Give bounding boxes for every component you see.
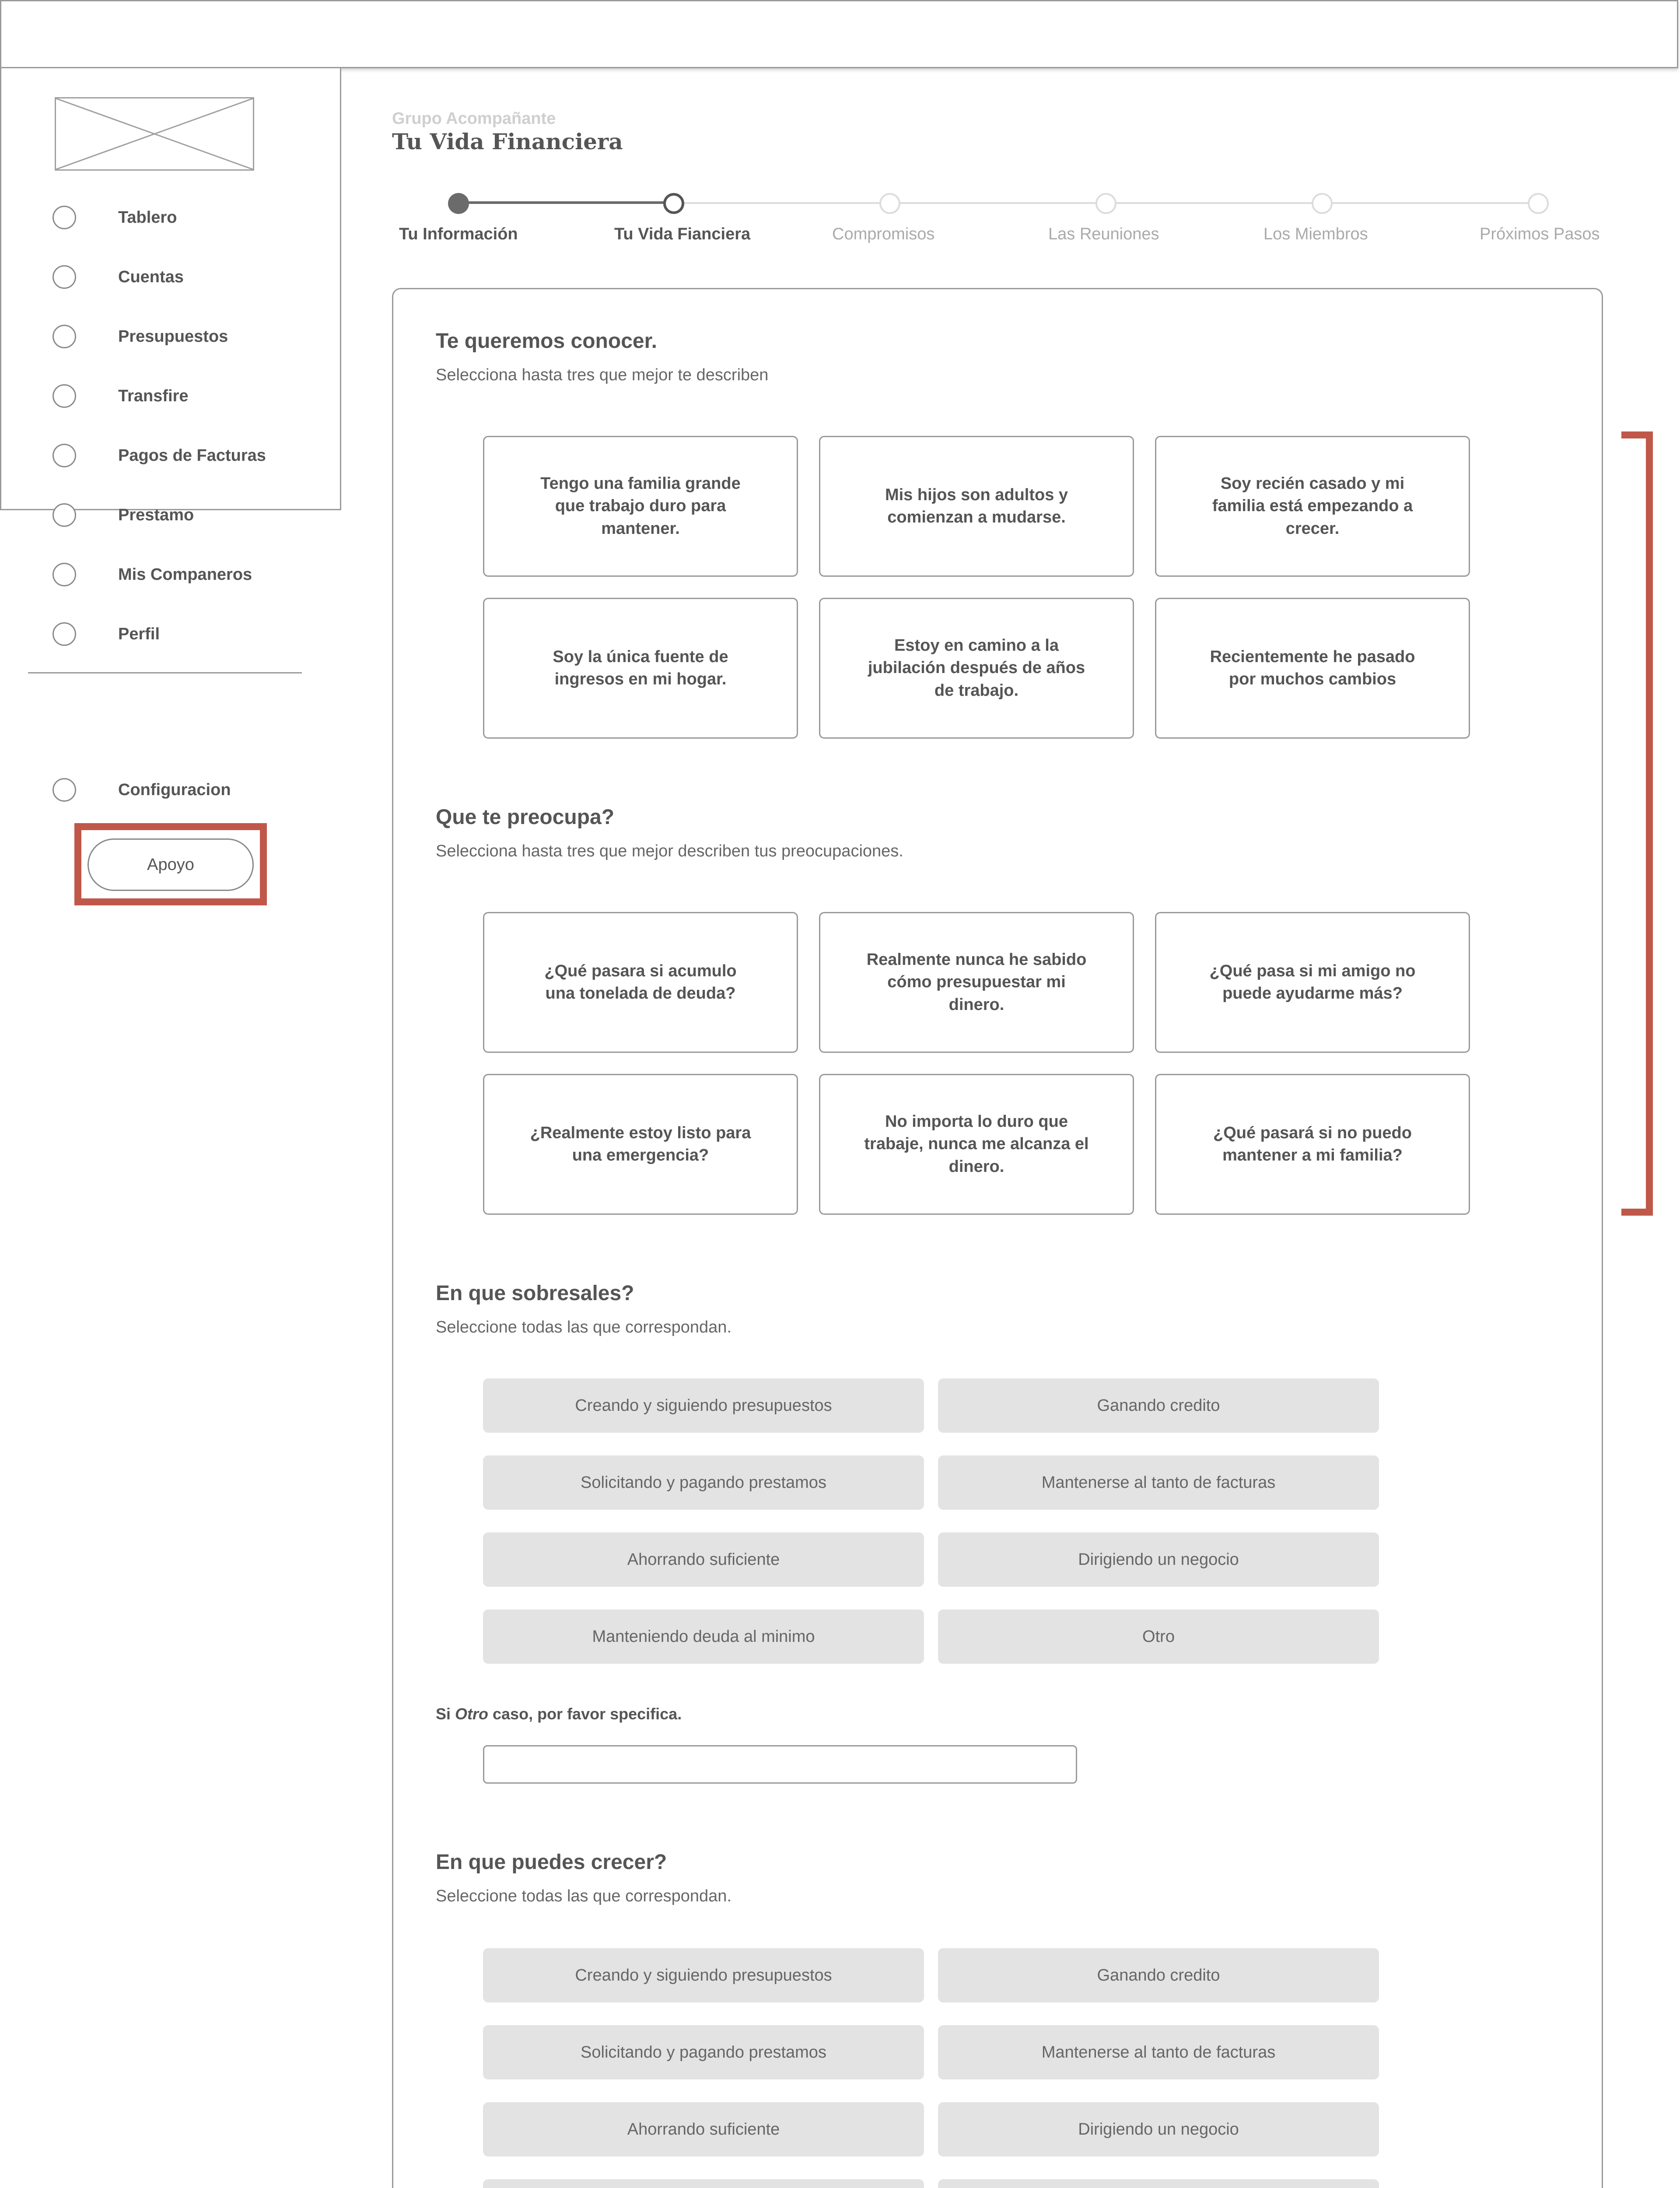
skill-chip-grow[interactable]: Dirigiendo un negocio xyxy=(938,2102,1379,2156)
support-button[interactable]: Apoyo xyxy=(88,838,254,891)
skill-chip-excel[interactable]: Otro xyxy=(938,1609,1379,1664)
step-dot-upcoming[interactable] xyxy=(879,193,900,214)
option-card-know[interactable]: Soy la única fuente de ingresos en mi hogar. xyxy=(483,598,798,739)
step-label-tu-vida-financiera[interactable]: Tu Vida Fianciera xyxy=(614,225,751,243)
step-dot-complete[interactable] xyxy=(448,193,469,214)
option-card-know[interactable]: Tengo una familia grande que trabajo duro para mantener. xyxy=(483,436,798,577)
step-label-compromisos[interactable]: Compromisos xyxy=(832,225,935,243)
section-subtitle-excel: Seleccione todas las que correspondan. xyxy=(436,1318,732,1336)
step-label-las-reuniones[interactable]: Las Reuniones xyxy=(1048,225,1159,243)
skill-chip-grow[interactable]: Mantenerse al tanto de facturas xyxy=(938,2025,1379,2079)
skill-chip-excel[interactable]: Solicitando y pagando prestamos xyxy=(483,1455,924,1510)
sidebar-item-label: Presupuestos xyxy=(118,327,228,346)
step-dot-upcoming[interactable] xyxy=(1312,193,1333,214)
skill-chip-grow[interactable] xyxy=(483,2179,924,2188)
skill-chip-grow[interactable]: Solicitando y pagando prestamos xyxy=(483,2025,924,2079)
skill-chip-excel[interactable]: Ganando credito xyxy=(938,1378,1379,1433)
sidebar-item-cuentas[interactable] xyxy=(52,262,184,292)
sidebar-item-label: Pagos de Facturas xyxy=(118,446,266,465)
sidebar-item-label: Mis Companeros xyxy=(118,565,252,584)
option-card-worry[interactable]: Realmente nunca he sabido cómo presupuestar mi dinero. xyxy=(819,912,1134,1053)
section-title-grow: En que puedes crecer? xyxy=(436,1851,667,1874)
skill-chip-excel[interactable]: Ahorrando suficiente xyxy=(483,1532,924,1587)
nav-circle-icon xyxy=(52,206,76,229)
nav-circle-icon xyxy=(52,563,76,586)
page-eyebrow: Grupo Acompañante xyxy=(392,109,556,128)
step-label-tu-informacion[interactable]: Tu Información xyxy=(399,225,518,243)
option-card-worry[interactable]: ¿Realmente estoy listo para una emergencia? xyxy=(483,1074,798,1215)
sidebar-item-tablero[interactable] xyxy=(52,202,177,233)
step-label-los-miembros[interactable]: Los Miembros xyxy=(1264,225,1368,243)
sidebar-item-presupuestos[interactable] xyxy=(52,321,228,352)
section-subtitle-know: Selecciona hasta tres que mejor te describen xyxy=(436,366,769,384)
skill-chip-grow[interactable] xyxy=(938,2179,1379,2188)
nav-circle-icon xyxy=(52,384,76,408)
option-card-worry[interactable]: ¿Qué pasa si mi amigo no puede ayudarme más? xyxy=(1155,912,1470,1053)
top-bar xyxy=(0,0,1678,68)
annotation-bracket xyxy=(1621,431,1653,1216)
step-dot-upcoming[interactable] xyxy=(1096,193,1116,214)
sidebar-item-label: Transfire xyxy=(118,386,189,405)
skill-chip-excel[interactable]: Dirigiendo un negocio xyxy=(938,1532,1379,1587)
stepper-track-complete xyxy=(458,201,674,204)
sidebar-item-label: Perfil xyxy=(118,624,160,643)
sidebar-item-label: Cuentas xyxy=(118,267,184,286)
sidebar-item-prestamo[interactable] xyxy=(52,500,194,530)
sidebar-divider xyxy=(28,672,302,673)
option-card-worry[interactable]: ¿Qué pasara si acumulo una tonelada de deuda? xyxy=(483,912,798,1053)
sidebar-item-configuracion[interactable] xyxy=(52,775,231,805)
section-title-worry: Que te preocupa? xyxy=(436,806,615,829)
option-card-worry[interactable]: No importa lo duro que trabaje, nunca me alcanza el dinero. xyxy=(819,1074,1134,1215)
sidebar-item-perfil[interactable] xyxy=(52,619,160,649)
skill-chip-excel[interactable]: Manteniendo deuda al minimo xyxy=(483,1609,924,1664)
sidebar-item-pagos-de-facturas[interactable] xyxy=(52,440,266,471)
step-label-proximos-pasos[interactable]: Próximos Pasos xyxy=(1480,225,1600,243)
sidebar-item-mis-companeros[interactable] xyxy=(52,559,252,590)
sidebar-item-label: Tablero xyxy=(118,208,177,227)
option-card-know[interactable]: Recientemente he pasado por muchos cambios xyxy=(1155,598,1470,739)
sidebar-item-transfire[interactable] xyxy=(52,381,189,411)
skill-chip-grow[interactable]: Ganando credito xyxy=(938,1948,1379,2002)
nav-circle-icon xyxy=(52,444,76,467)
section-title-know: Te queremos conocer. xyxy=(436,330,657,353)
option-card-know[interactable]: Soy recién casado y mi familia está empezando a crecer. xyxy=(1155,436,1470,577)
section-subtitle-grow: Seleccione todas las que correspondan. xyxy=(436,1887,732,1905)
step-dot-current[interactable] xyxy=(663,193,684,214)
skill-chip-excel[interactable]: Mantenerse al tanto de facturas xyxy=(938,1455,1379,1510)
nav-circle-icon xyxy=(52,778,76,802)
skill-chip-excel[interactable]: Creando y siguiendo presupuestos xyxy=(483,1378,924,1433)
section-subtitle-worry: Selecciona hasta tres que mejor describen tus preocupaciones. xyxy=(436,842,903,860)
option-card-know[interactable]: Mis hijos son adultos y comienzan a mudarse. xyxy=(819,436,1134,577)
other-field-label-excel: Si Otro caso, por favor specifica. xyxy=(436,1705,682,1723)
section-title-excel: En que sobresales? xyxy=(436,1282,634,1305)
skill-chip-grow[interactable]: Ahorrando suficiente xyxy=(483,2102,924,2156)
logo-placeholder xyxy=(55,97,254,171)
skill-chip-grow[interactable]: Creando y siguiendo presupuestos xyxy=(483,1948,924,2002)
nav-circle-icon xyxy=(52,503,76,527)
page-title: Tu Vida Financiera xyxy=(392,129,623,154)
step-dot-upcoming[interactable] xyxy=(1528,193,1549,214)
sidebar xyxy=(0,68,341,510)
option-card-know[interactable]: Estoy en camino a la jubilación después de años de trabajo. xyxy=(819,598,1134,739)
other-input-excel[interactable] xyxy=(483,1745,1077,1784)
nav-circle-icon xyxy=(52,325,76,348)
nav-circle-icon xyxy=(52,265,76,289)
nav-circle-icon xyxy=(52,622,76,646)
option-card-worry[interactable]: ¿Qué pasará si no puedo mantener a mi familia? xyxy=(1155,1074,1470,1215)
sidebar-item-label: Prestamo xyxy=(118,505,194,524)
sidebar-item-label: Configuracion xyxy=(118,780,231,799)
